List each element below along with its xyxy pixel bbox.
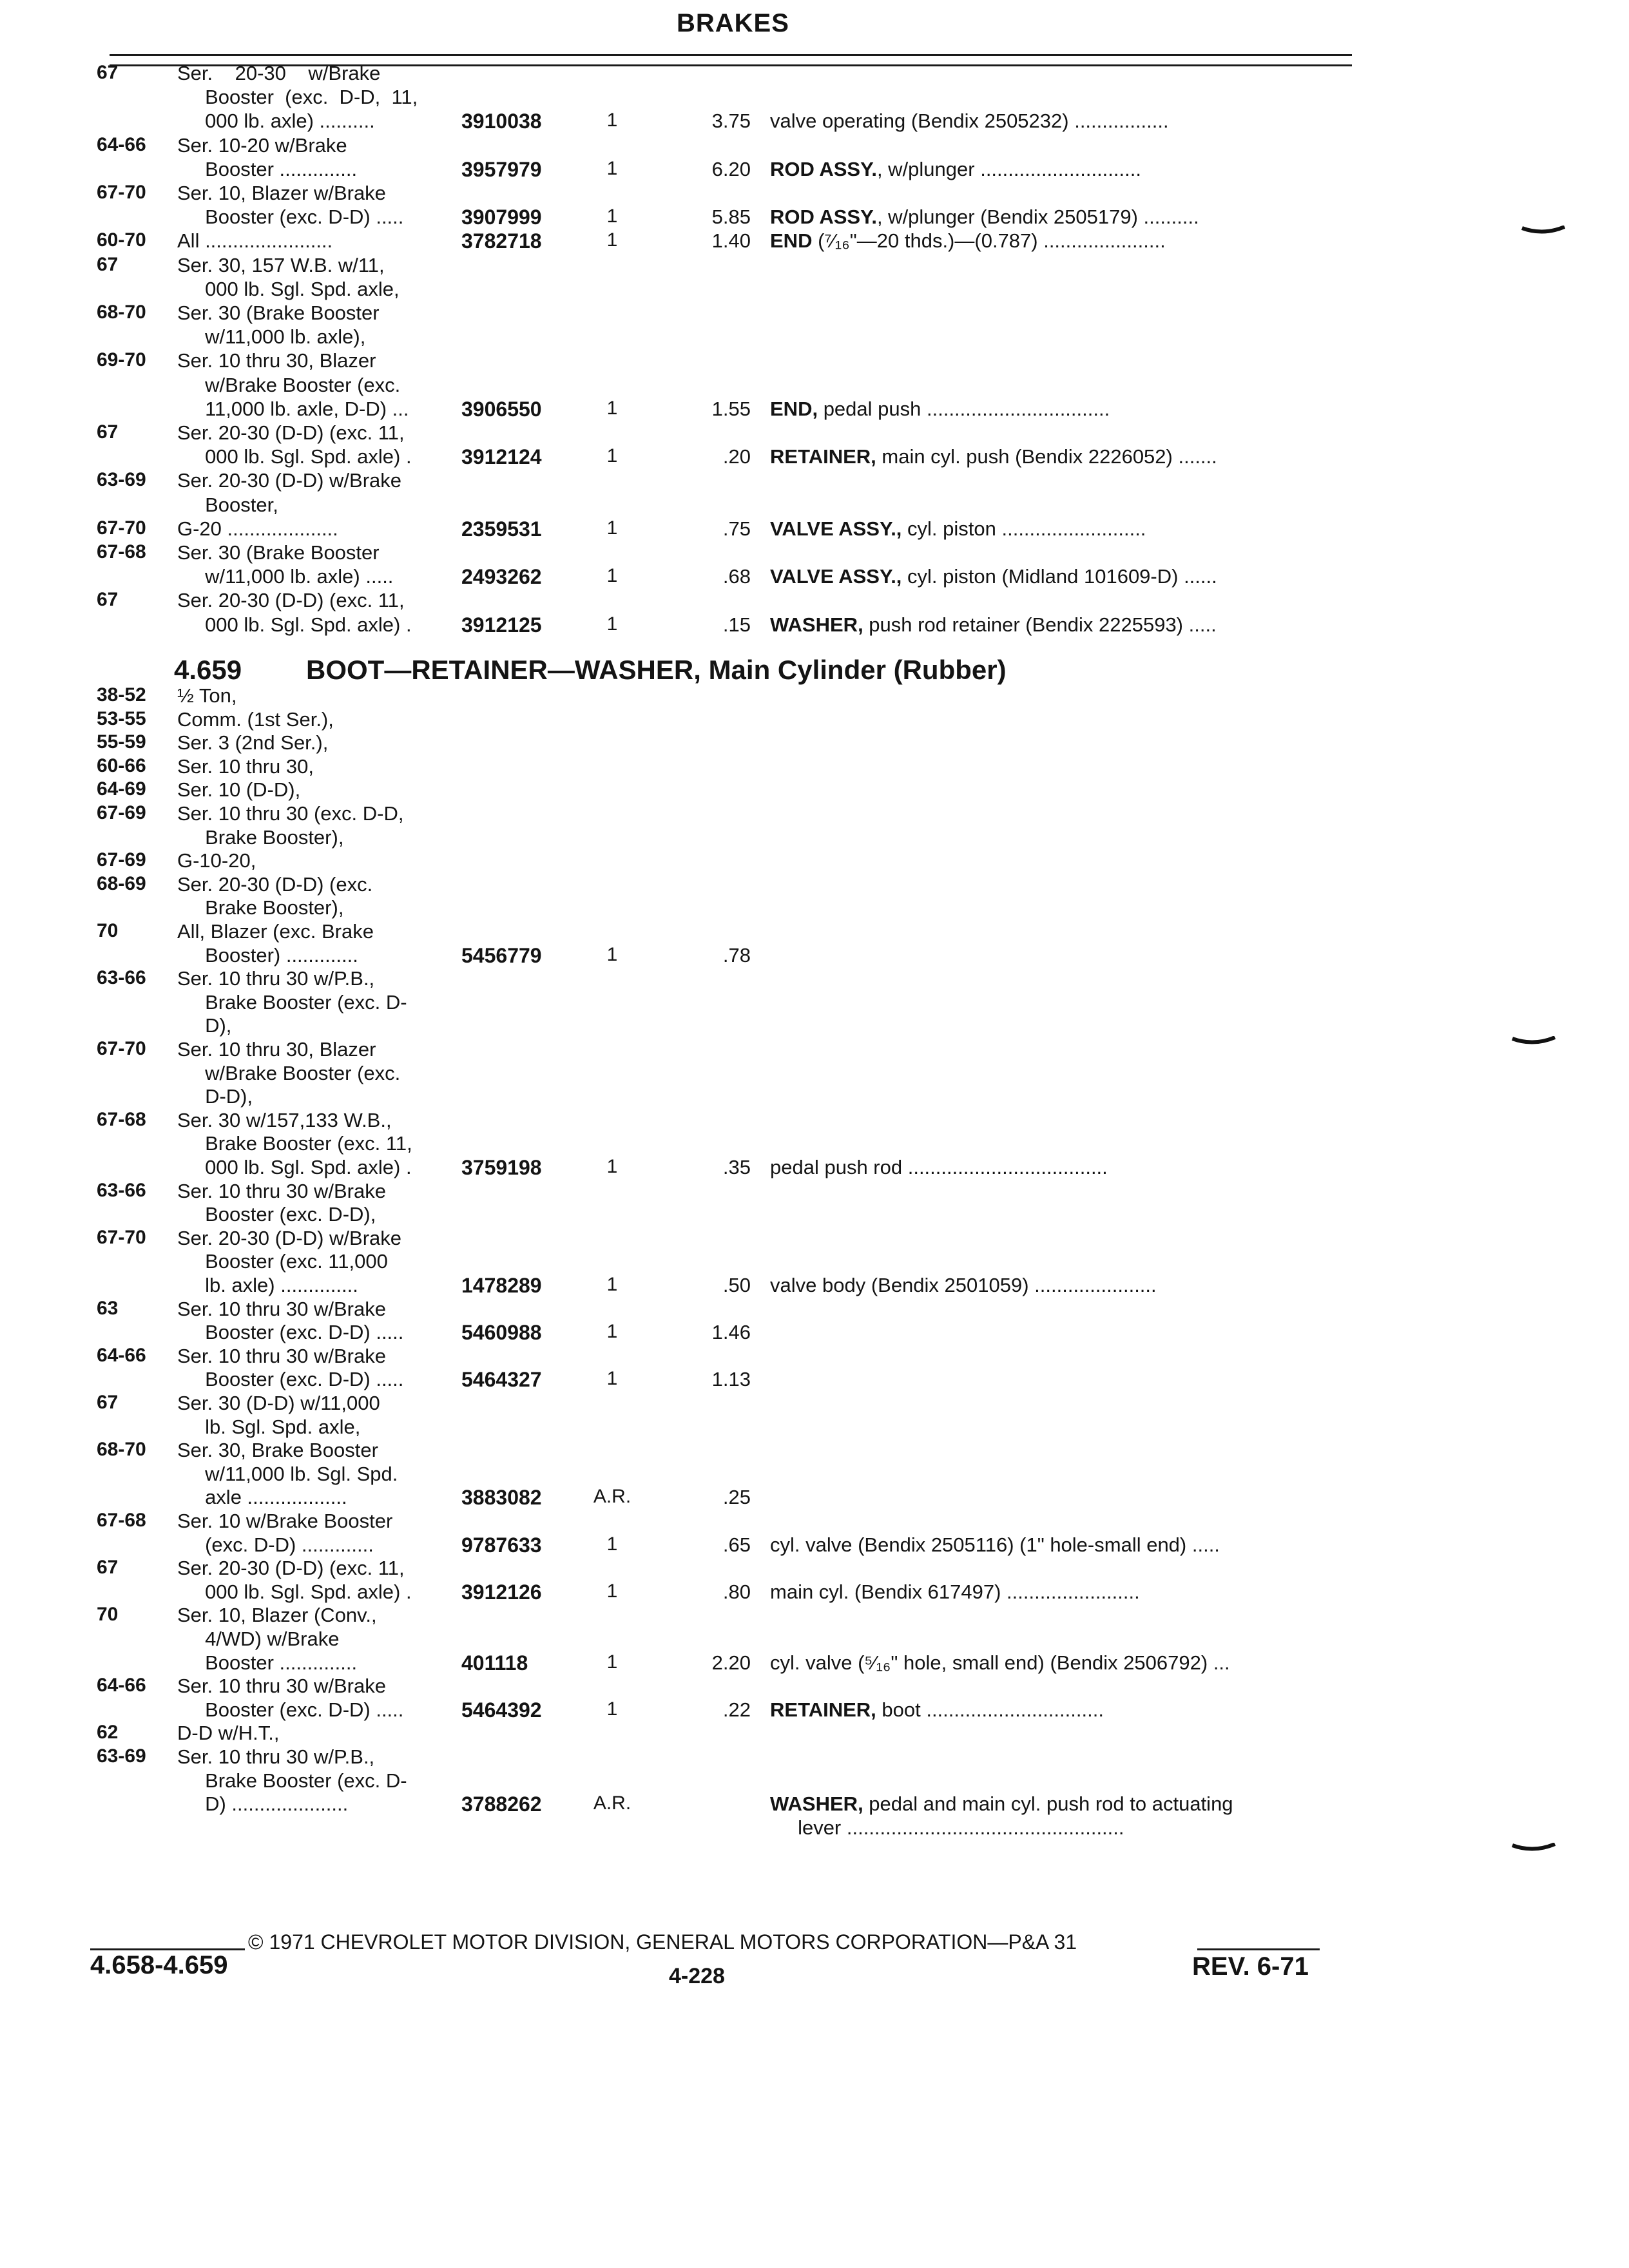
- application: Ser. 10 thru 30 (exc. D-D,: [177, 802, 404, 825]
- description-text: main cyl. push (Bendix 2226052) .......: [876, 445, 1217, 468]
- parts-row: [0, 1345, 1418, 1370]
- application: axle ..................: [177, 1486, 347, 1509]
- parts-row: [0, 1368, 1418, 1394]
- parts-row: [0, 1321, 1418, 1347]
- quantity: 1: [606, 517, 618, 539]
- description-name: VALVE ASSY.,: [770, 517, 902, 540]
- section-range: 4.658-4.659: [90, 1951, 228, 1979]
- application: 000 lb. Sgl. Spd. axle) .: [177, 613, 412, 636]
- application: Booster ..............: [177, 1651, 358, 1674]
- parts-row: [0, 944, 1418, 970]
- application: G-20 ....................: [177, 517, 338, 540]
- price: .68: [722, 565, 751, 588]
- application: 000 lb. Sgl. Spd. axle,: [177, 277, 400, 300]
- description: [770, 1581, 1350, 1604]
- parts-row: [0, 708, 1418, 734]
- application: Brake Booster),: [177, 896, 344, 919]
- parts-row: [0, 1816, 1418, 1842]
- application: Brake Booster),: [177, 825, 344, 849]
- model-years: 67: [97, 421, 119, 443]
- application: Ser. 30, 157 W.B. w/11,: [177, 253, 385, 276]
- parts-row: [0, 469, 1418, 495]
- part-number: 2493262: [461, 565, 542, 589]
- application: Booster (exc. D-D) .....: [177, 1698, 404, 1721]
- parts-row: [0, 1392, 1418, 1418]
- model-years: 64-66: [97, 1675, 146, 1696]
- parts-row: [0, 421, 1418, 447]
- description-text: boot ................................: [876, 1698, 1104, 1721]
- application: Ser. 10-20 w/Brake: [177, 133, 347, 157]
- parts-row: [0, 445, 1418, 471]
- parts-row: [0, 684, 1418, 710]
- parts-row: [0, 494, 1418, 519]
- page-header-title: BRAKES: [677, 9, 789, 37]
- parts-row: [0, 991, 1418, 1017]
- model-years: 63: [97, 1297, 119, 1319]
- application: (exc. D-D) .............: [177, 1533, 374, 1556]
- model-years: 63-66: [97, 967, 146, 989]
- quantity: 1: [606, 613, 618, 635]
- parts-row: [0, 254, 1418, 280]
- revision-label: REV. 6-71: [1192, 1952, 1309, 1981]
- description-text: valve body (Bendix 2501059) ......................: [770, 1274, 1157, 1296]
- description: [770, 1816, 1350, 1840]
- quantity: 1: [606, 1533, 618, 1555]
- price: 1.55: [711, 397, 751, 420]
- parts-row: [0, 613, 1418, 639]
- description-text: pedal push rod ....................................: [770, 1156, 1108, 1178]
- parts-row: [0, 873, 1418, 899]
- price: .22: [722, 1698, 751, 1721]
- model-years: 67: [97, 62, 119, 83]
- footer-rule-left: [90, 1948, 245, 1950]
- application: Booster (exc. D-D),: [177, 1203, 376, 1226]
- application: Booster (exc. D-D) .....: [177, 206, 404, 229]
- quantity: 1: [606, 445, 618, 467]
- quantity: 1: [606, 943, 618, 965]
- parts-row: [0, 565, 1418, 591]
- parts-row: [0, 731, 1418, 757]
- quantity: 1: [606, 157, 618, 179]
- parts-row: [0, 1628, 1418, 1653]
- parts-row: [0, 1227, 1418, 1253]
- description: [770, 1156, 1350, 1179]
- price: .50: [722, 1274, 751, 1296]
- part-number: 3759198: [461, 1156, 542, 1179]
- application: Ser. 10 thru 30, Blazer: [177, 349, 376, 372]
- application: Ser. 10 w/Brake Booster: [177, 1510, 393, 1532]
- description-text: , w/plunger .............................: [876, 157, 1141, 180]
- page-number: 4-228: [669, 1964, 725, 1988]
- price: 1.13: [711, 1368, 751, 1391]
- parts-row: [0, 1557, 1418, 1582]
- part-number: 1478289: [461, 1274, 542, 1297]
- parts-row: [0, 1698, 1418, 1724]
- quantity: 1: [606, 110, 618, 131]
- application: 4/WD) w/Brake: [177, 1628, 340, 1650]
- model-years: 67-70: [97, 1226, 146, 1248]
- quantity: 1: [606, 1368, 618, 1390]
- parts-row: [0, 1085, 1418, 1111]
- section-number: 4.659: [174, 655, 242, 685]
- model-years: 67-70: [97, 182, 146, 203]
- description: [770, 1274, 1350, 1297]
- parts-row: [0, 1156, 1418, 1182]
- model-years: 67-70: [97, 1038, 146, 1059]
- model-years: 68-70: [97, 1439, 146, 1461]
- part-number: 3883082: [461, 1486, 542, 1510]
- binding-mark: [1511, 1036, 1556, 1046]
- price: 1.46: [711, 1321, 751, 1344]
- parts-row: [0, 517, 1418, 543]
- part-number: 5464392: [461, 1698, 542, 1722]
- part-number: 3782718: [461, 229, 542, 253]
- description-name: RETAINER,: [770, 1698, 876, 1721]
- model-years: 67-68: [97, 1510, 146, 1531]
- application: 000 lb. Sgl. Spd. axle) .: [177, 1580, 412, 1603]
- description-name: END: [770, 229, 813, 253]
- quantity: A.R.: [593, 1792, 631, 1814]
- quantity: 1: [606, 1698, 618, 1720]
- parts-row: [0, 1416, 1418, 1441]
- parts-row: [0, 967, 1418, 993]
- application: ½ Ton,: [177, 684, 237, 707]
- part-number: 401118: [461, 1651, 528, 1675]
- application: Ser. 20-30 (D-D) w/Brake: [177, 469, 401, 492]
- application: G-10-20,: [177, 849, 256, 872]
- application: Ser. 10 thru 30 w/P.B.,: [177, 967, 375, 990]
- application: Brake Booster (exc. D-: [177, 1769, 407, 1792]
- parts-row: [0, 398, 1418, 423]
- application: D-D),: [177, 1085, 253, 1108]
- application: w/Brake Booster (exc.: [177, 1061, 401, 1084]
- quantity: 1: [606, 206, 618, 227]
- application: Booster (exc. D-D, 11,: [177, 86, 418, 109]
- model-years: 68-69: [97, 872, 146, 894]
- price: .20: [722, 445, 751, 468]
- description-text: pedal and main cyl. push rod to actuating: [863, 1792, 1233, 1816]
- parts-row: [0, 1038, 1418, 1064]
- part-number: 3957979: [461, 157, 542, 181]
- application: Ser. 10 thru 30,: [177, 754, 314, 778]
- quantity: 1: [606, 1156, 618, 1177]
- description: [770, 229, 1350, 253]
- application: Ser. 10 thru 30 w/Brake: [177, 1675, 386, 1698]
- parts-row: [0, 755, 1418, 781]
- price: .80: [722, 1580, 751, 1603]
- parts-row: [0, 802, 1418, 828]
- description-name: ROD ASSY.: [770, 157, 877, 180]
- part-number: 2359531: [461, 517, 542, 541]
- description: [770, 1698, 1350, 1722]
- parts-row: [0, 62, 1418, 88]
- parts-row: [0, 1745, 1418, 1771]
- price: 1.40: [711, 229, 751, 253]
- model-years: 67-68: [97, 541, 146, 562]
- application: Brake Booster (exc. 11,: [177, 1132, 412, 1155]
- parts-row: [0, 589, 1418, 615]
- application: Ser. 20-30 (D-D) w/Brake: [177, 1226, 401, 1249]
- application: Ser. 10 thru 30 w/Brake: [177, 1344, 386, 1367]
- description-text: cyl. valve (⁵⁄₁₆" hole, small end) (Bendix 2506792) ...: [770, 1651, 1230, 1674]
- model-years: 67: [97, 1392, 119, 1413]
- application: All, Blazer (exc. Brake: [177, 920, 374, 943]
- parts-row: [0, 110, 1418, 135]
- part-number: 5460988: [461, 1321, 542, 1345]
- part-number: 3910038: [461, 110, 542, 133]
- application: Ser. 20-30 (D-D) (exc. 11,: [177, 421, 405, 444]
- quantity: A.R.: [593, 1486, 631, 1508]
- application: D),: [177, 1014, 232, 1037]
- application: 000 lb. axle) ..........: [177, 110, 375, 133]
- model-years: 63-66: [97, 1179, 146, 1201]
- model-years: 64-69: [97, 778, 146, 800]
- model-years: 69-70: [97, 349, 146, 371]
- price: 6.20: [711, 157, 751, 180]
- model-years: 67: [97, 253, 119, 275]
- description-text: pedal push .................................: [818, 397, 1110, 420]
- description-text: , w/plunger (Bendix 2505179) ..........: [876, 206, 1199, 229]
- part-number: 3912125: [461, 613, 542, 637]
- description-text: valve operating (Bendix 2505232) .................: [770, 110, 1169, 133]
- model-years: 67-68: [97, 1108, 146, 1130]
- application: Ser. 10, Blazer w/Brake: [177, 182, 386, 204]
- model-years: 38-52: [97, 684, 146, 706]
- parts-row: [0, 1533, 1418, 1559]
- price: .65: [722, 1533, 751, 1556]
- model-years: 70: [97, 920, 119, 941]
- description-text: push rod retainer (Bendix 2225593) .....: [863, 613, 1217, 636]
- model-years: 70: [97, 1604, 119, 1626]
- quantity: 1: [606, 1580, 618, 1602]
- quantity: 1: [606, 229, 618, 251]
- parts-row: [0, 896, 1418, 922]
- application: lb. Sgl. Spd. axle,: [177, 1415, 361, 1438]
- application: Ser. 20-30 (D-D) (exc. 11,: [177, 1557, 405, 1580]
- description-text: cyl. piston ..........................: [901, 517, 1146, 540]
- description: [770, 1651, 1350, 1675]
- binding-mark: [1521, 226, 1566, 236]
- description-text: cyl. piston (Midland 101609-D) ......: [901, 565, 1217, 588]
- price: 5.85: [711, 206, 751, 229]
- parts-row: [0, 541, 1418, 567]
- quantity: 1: [606, 397, 618, 419]
- model-years: 64-66: [97, 1344, 146, 1366]
- parts-row: [0, 920, 1418, 946]
- application: Ser. 20-30 w/Brake: [177, 62, 381, 84]
- model-years: 67-69: [97, 849, 146, 871]
- header-rule-top: [110, 54, 1352, 56]
- application: w/11,000 lb. axle),: [177, 325, 366, 349]
- description: [770, 565, 1350, 588]
- parts-row: [0, 206, 1418, 231]
- parts-row: [0, 1792, 1418, 1818]
- price: .78: [722, 943, 751, 966]
- quantity: 1: [606, 565, 618, 587]
- application: Ser. 10 (D-D),: [177, 778, 301, 802]
- parts-row: [0, 1109, 1418, 1135]
- application: D) .....................: [177, 1792, 349, 1816]
- parts-row: [0, 158, 1418, 184]
- parts-row: [0, 182, 1418, 207]
- application: Ser. 10, Blazer (Conv.,: [177, 1604, 377, 1627]
- parts-row: [0, 278, 1418, 303]
- description-text: (⁷⁄₁₆"—20 thds.)—(0.787) ......................: [812, 229, 1166, 253]
- part-number: 5456779: [461, 943, 542, 967]
- parts-row: [0, 1274, 1418, 1300]
- application: w/11,000 lb. axle) .....: [177, 565, 394, 588]
- application: Booster,: [177, 493, 278, 516]
- parts-row: [0, 302, 1418, 327]
- description-name: WASHER,: [770, 1792, 863, 1816]
- description-name: END,: [770, 397, 818, 420]
- application: Booster) .............: [177, 943, 358, 966]
- part-number: 9787633: [461, 1533, 542, 1557]
- application: Ser. 10 thru 30 w/Brake: [177, 1297, 386, 1320]
- part-number: 3788262: [461, 1792, 542, 1816]
- model-years: 53-55: [97, 707, 146, 729]
- parts-row: [0, 1180, 1418, 1206]
- parts-row: [0, 1510, 1418, 1535]
- model-years: 63-69: [97, 469, 146, 491]
- section-heading: [174, 655, 1007, 686]
- description-text: lever ..................................................: [770, 1816, 1124, 1839]
- application: Ser. 20-30 (D-D) (exc.: [177, 872, 373, 896]
- application: 000 lb. Sgl. Spd. axle) .: [177, 1156, 412, 1178]
- description: [770, 1792, 1350, 1816]
- model-years: 60-70: [97, 229, 146, 251]
- binding-mark: [1511, 1843, 1556, 1853]
- application: Ser. 30 w/157,133 W.B.,: [177, 1108, 392, 1131]
- parts-row: [0, 134, 1418, 160]
- application: Booster (exc. D-D) .....: [177, 1321, 404, 1344]
- price: 2.20: [711, 1651, 751, 1674]
- part-number: 3907999: [461, 206, 542, 229]
- part-number: 3906550: [461, 397, 542, 421]
- parts-row: [0, 1581, 1418, 1606]
- application: Ser. 20-30 (D-D) (exc. 11,: [177, 589, 405, 612]
- part-number: 3912124: [461, 445, 542, 469]
- model-years: 67-70: [97, 517, 146, 539]
- quantity: 1: [606, 1651, 618, 1673]
- application: w/Brake Booster (exc.: [177, 373, 401, 396]
- parts-row: [0, 1132, 1418, 1158]
- parts-row: [0, 849, 1418, 875]
- application: Comm. (1st Ser.),: [177, 707, 334, 731]
- parts-row: [0, 349, 1418, 375]
- quantity: 1: [606, 1321, 618, 1343]
- description-name: VALVE ASSY.,: [770, 565, 902, 588]
- section-title: BOOT—RETAINER—WASHER, Main Cylinder (Rubber): [306, 655, 1007, 685]
- parts-row: [0, 1463, 1418, 1488]
- description-text: cyl. valve (Bendix 2505116) (1" hole-small end) .....: [770, 1533, 1220, 1556]
- model-years: 63-69: [97, 1745, 146, 1767]
- part-number: 5464327: [461, 1368, 542, 1392]
- quantity: 1: [606, 1274, 618, 1295]
- parts-row: [0, 826, 1418, 852]
- model-years: 67-69: [97, 802, 146, 823]
- model-years: 64-66: [97, 133, 146, 155]
- parts-row: [0, 1769, 1418, 1795]
- price: .15: [722, 613, 751, 636]
- copyright-line: © 1971 CHEVROLET MOTOR DIVISION, GENERAL MOTORS CORPORATION—P&A 31: [248, 1930, 1077, 1954]
- application: lb. axle) ..............: [177, 1274, 358, 1296]
- parts-row: [0, 1250, 1418, 1276]
- parts-row: [0, 1675, 1418, 1700]
- application: Ser. 10 thru 30 w/Brake: [177, 1179, 386, 1202]
- application: Booster (exc. D-D) .....: [177, 1368, 404, 1391]
- model-years: 55-59: [97, 731, 146, 753]
- parts-row: [0, 325, 1418, 351]
- application: Booster ..............: [177, 157, 358, 180]
- parts-row: [0, 1203, 1418, 1229]
- parts-row: [0, 1722, 1418, 1747]
- price: .75: [722, 517, 751, 540]
- description: [770, 398, 1350, 421]
- application: D-D w/H.T.,: [177, 1722, 280, 1745]
- description: [770, 206, 1350, 229]
- application: Ser. 30, Brake Booster: [177, 1439, 378, 1462]
- description: [770, 445, 1350, 468]
- application: Booster (exc. 11,000: [177, 1250, 388, 1273]
- description: [770, 517, 1350, 541]
- part-number: 3912126: [461, 1580, 542, 1604]
- application: Ser. 3 (2nd Ser.),: [177, 731, 329, 754]
- parts-row: [0, 1604, 1418, 1629]
- model-years: 62: [97, 1722, 119, 1744]
- parts-row: [0, 1439, 1418, 1465]
- description: [770, 110, 1350, 133]
- price: .35: [722, 1156, 751, 1178]
- model-years: 67: [97, 1557, 119, 1579]
- footer-rule-right: [1197, 1948, 1320, 1950]
- application: 11,000 lb. axle, D-D) ...: [177, 397, 409, 420]
- description: [770, 158, 1350, 181]
- description-name: RETAINER,: [770, 445, 876, 468]
- parts-row: [0, 1486, 1418, 1512]
- parts-row: [0, 374, 1418, 399]
- application: All .......................: [177, 229, 333, 253]
- application: 000 lb. Sgl. Spd. axle) .: [177, 445, 412, 468]
- application: Ser. 30 (Brake Booster: [177, 541, 380, 564]
- parts-row: [0, 1014, 1418, 1040]
- model-years: 68-70: [97, 302, 146, 323]
- description-name: WASHER,: [770, 613, 863, 636]
- application: Ser. 30 (Brake Booster: [177, 302, 380, 324]
- price: .25: [722, 1486, 751, 1509]
- application: w/11,000 lb. Sgl. Spd.: [177, 1462, 398, 1485]
- model-years: 60-66: [97, 754, 146, 776]
- parts-row: [0, 1651, 1418, 1677]
- application: Brake Booster (exc. D-: [177, 990, 407, 1014]
- description: [770, 613, 1350, 637]
- description: [770, 1533, 1350, 1557]
- description-text: main cyl. (Bendix 617497) ........................: [770, 1580, 1140, 1603]
- parts-row: [0, 229, 1418, 255]
- parts-row: [0, 86, 1418, 111]
- description-name: ROD ASSY.: [770, 206, 877, 229]
- model-years: 67: [97, 589, 119, 611]
- parts-row: [0, 1298, 1418, 1323]
- parts-row: [0, 1062, 1418, 1088]
- price: 3.75: [711, 110, 751, 133]
- parts-row: [0, 778, 1418, 804]
- application: Ser. 10 thru 30, Blazer: [177, 1038, 376, 1061]
- application: Ser. 10 thru 30 w/P.B.,: [177, 1745, 375, 1768]
- application: Ser. 30 (D-D) w/11,000: [177, 1392, 380, 1414]
